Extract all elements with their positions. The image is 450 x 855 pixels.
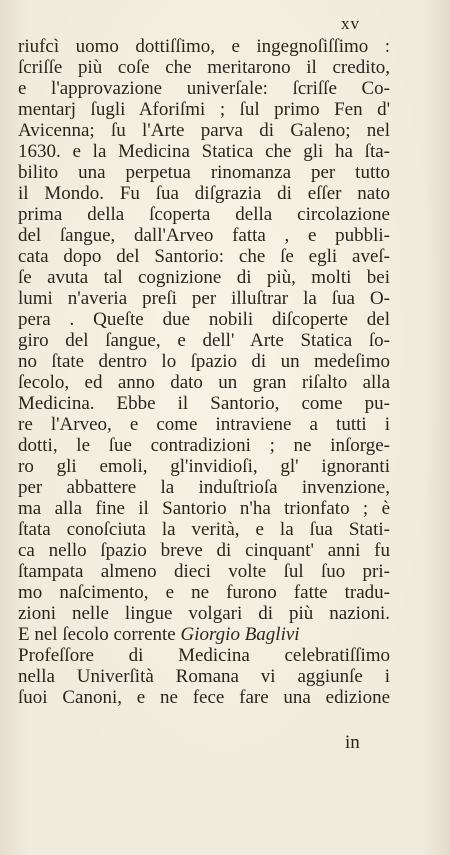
text-line: ſtampata almeno dieci volte ſul ſuo pri-	[18, 561, 390, 582]
text-line: bilito una perpetua rinomanza per tutto	[18, 162, 390, 183]
text-line: nella Univerſità Romana vi aggiunſe i	[18, 666, 390, 687]
text-line: ſecolo, ed anno dato un gran riſalto alla	[18, 372, 390, 393]
body-text	[18, 36, 390, 708]
text-line: re l'Arveo, e come intraviene a tutti i	[18, 414, 390, 435]
author-name-italic: Giorgio Baglivi	[180, 624, 300, 645]
text-line: Avicenna; ſu l'Arte parva di Galeno; nel	[18, 120, 390, 141]
text-line: Medicina. Ebbe il Santorio, come pu-	[18, 393, 390, 414]
text-line: 1630. e la Medicina Statica che gli ha ſta-	[18, 141, 390, 162]
text-line: il Mondo. Fu ſua diſgrazia di eſſer nato	[18, 183, 390, 204]
page-number: xv	[341, 14, 360, 33]
text-line: ſe avuta tal cognizione di più, molti bei	[18, 267, 390, 288]
text-line: ro gli emoli, gl'invidioſi, gl' ignoranti	[18, 456, 390, 477]
text-line: giro del ſangue, e dell' Arte Statica ſo-	[18, 330, 390, 351]
text-line: ſtata conoſciuta la verità, e la ſua Stati-	[18, 519, 390, 540]
text-line: ſuoi Canoni, e ne fece fare una edizione	[18, 687, 390, 708]
text-line: dotti, le ſue contradizioni ; ne inſorge-	[18, 435, 390, 456]
text-line: mo naſcimento, e ne furono fatte tradu-	[18, 582, 390, 603]
text-line: lumi n'averia preſi per illuſtrar la ſua O-	[18, 288, 390, 309]
text-line: zioni nelle lingue volgari di più nazioni.	[18, 603, 390, 624]
text-line-prefix: E nel ſecolo corrente	[18, 624, 181, 645]
text-line: e l'approvazione univerſale: ſcriſſe Co-	[18, 78, 390, 99]
text-line: ca nello ſpazio breve di cinquant' anni fu	[18, 540, 390, 561]
text-line: prima della ſcoperta della circolazione	[18, 204, 390, 225]
text-line: no ſtate dentro lo ſpazio di un medeſimo	[18, 351, 390, 372]
catchword: in	[345, 732, 360, 753]
text-line: ma alla fine il Santorio n'ha trionfato ; è	[18, 498, 390, 519]
text-line: cata dopo del Santorio: che ſe egli aveſ-	[18, 246, 390, 267]
text-line: per abbattere la induſtrioſa invenzione,	[18, 477, 390, 498]
text-line: Profeſſore di Medicina celebratiſſimo	[18, 645, 390, 666]
text-line: riufcì uomo dottiſſimo, e ingegnoſiſſimo :	[18, 36, 390, 57]
text-line: pera . Queſte due nobili diſcoperte del	[18, 309, 390, 330]
text-line: mentarj ſugli Aforiſmi ; ſul primo Fen d'	[18, 99, 390, 120]
text-line-with-name	[18, 624, 390, 645]
text-line: ſcriſſe più coſe che meritarono il credito,	[18, 57, 390, 78]
text-line: del ſangue, dall'Arveo fatta , e pubbli-	[18, 225, 390, 246]
